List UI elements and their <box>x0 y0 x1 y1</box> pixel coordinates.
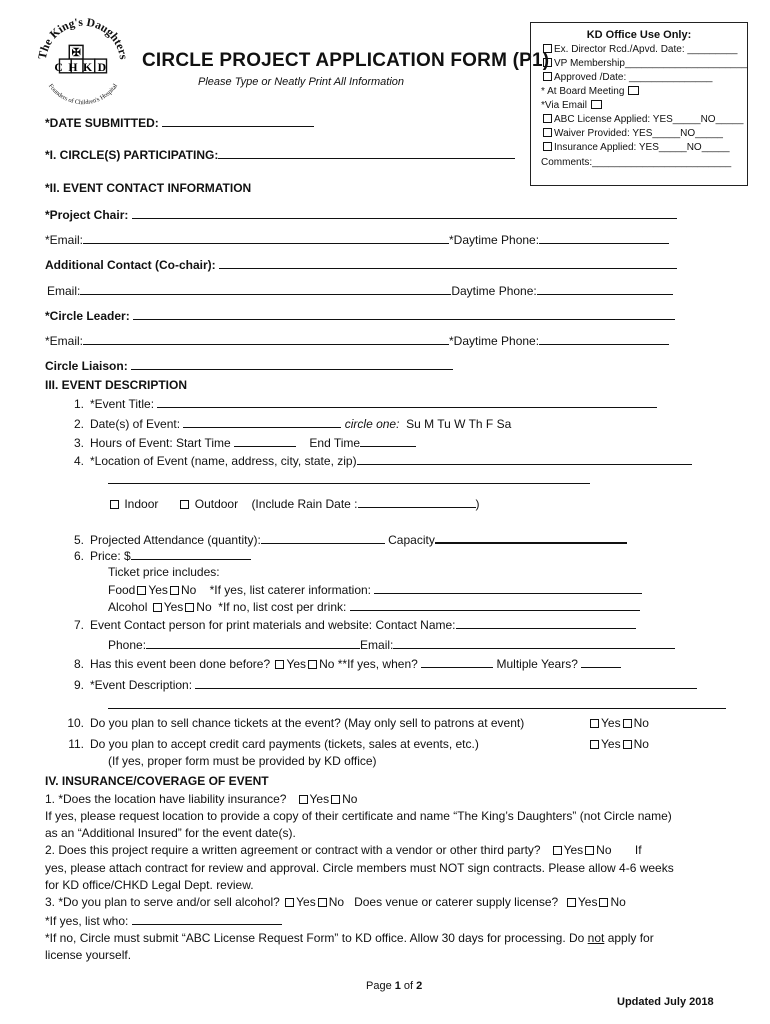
event-date-label: Date(s) of Event: <box>90 417 181 431</box>
kd-office-use-box <box>530 22 748 186</box>
item-number: 8. <box>73 657 84 671</box>
event-title-label: *Event Title: <box>90 397 155 411</box>
alcohol-label: Alcohol <box>108 600 148 614</box>
leader-phone-label: *Daytime Phone: <box>449 334 540 348</box>
price-label: Price: $ <box>90 549 131 563</box>
outdoor-checkbox[interactable] <box>180 500 189 509</box>
no-label: No <box>596 843 612 857</box>
office-checkbox-approved[interactable] <box>543 72 552 81</box>
no-label: No <box>196 600 212 614</box>
no-label: No <box>633 737 649 751</box>
chair-email-field[interactable] <box>83 232 449 244</box>
end-time-label: End Time <box>309 436 361 450</box>
no-label: No <box>342 792 358 806</box>
done-before-no-checkbox[interactable] <box>308 660 317 669</box>
item-number: 3. <box>73 436 84 450</box>
rain-date-close: ) <box>475 497 480 511</box>
circle-leader-label: *Circle Leader: <box>45 309 130 323</box>
office-heading: KD Office Use Only: <box>586 29 692 41</box>
contract-question: 2. Does this project require a written agreement or contract with a vendor or other third party? <box>45 843 541 857</box>
license-question: Does venue or caterer supply license? <box>354 895 559 909</box>
indoor-label: Indoor <box>124 497 159 511</box>
office-checkbox-insurance[interactable] <box>543 142 552 151</box>
contact-name-label: Event Contact person for print materials and website: Contact Name: <box>90 618 456 632</box>
description-heading: III. EVENT DESCRIPTION <box>45 378 188 392</box>
page-number: Page 1 of 2 <box>366 980 423 992</box>
circles-field[interactable] <box>218 147 515 159</box>
form-subtitle: Please Type or Neatly Print All Information <box>198 76 405 88</box>
multiple-years-label: Multiple Years? <box>496 657 578 671</box>
event-date-field[interactable] <box>183 416 341 428</box>
food-no-checkbox[interactable] <box>170 586 179 595</box>
outdoor-label: Outdoor <box>194 497 239 511</box>
chair-phone-label: *Daytime Phone: <box>449 233 540 247</box>
circles-label: *I. CIRCLE(S) PARTICIPATING: <box>45 148 219 162</box>
start-time-field[interactable] <box>234 435 296 447</box>
no-label: No <box>610 895 626 909</box>
insurance-heading: IV. INSURANCE/COVERAGE OF EVENT <box>45 774 269 788</box>
kings-daughters-chkd-logo <box>34 14 132 112</box>
project-chair-field[interactable] <box>132 207 677 219</box>
print-email-label: Email: <box>360 638 394 652</box>
caterer-field[interactable] <box>374 582 642 594</box>
alcohol-yes-checkbox[interactable] <box>153 603 162 612</box>
office-checkbox-board[interactable] <box>628 86 639 95</box>
cochair-email-label: Email: <box>47 284 81 298</box>
cost-per-drink-label: *If no, list cost per drink: <box>218 600 347 614</box>
office-row-director: Ex. Director Rcd./Apvd. Date: _________ <box>554 44 738 55</box>
cochair-email-field[interactable] <box>80 283 451 295</box>
logo-block-letters: CHKD <box>54 60 112 74</box>
yes-label: Yes <box>563 843 584 857</box>
yes-label: Yes <box>286 657 307 671</box>
attendance-label: Projected Attendance (quantity): <box>90 533 261 547</box>
rain-date-label: (Include Rain Date : <box>251 497 358 511</box>
contract-note-line1: yes, please attach contract for review and approval. Circle members must NOT sign contracts. Please allow 4-6 weeks <box>45 861 674 875</box>
location-label: *Location of Event (name, address, city, state, zip) <box>90 454 357 468</box>
cochair-field[interactable] <box>219 257 677 269</box>
food-yes-checkbox[interactable] <box>137 586 146 595</box>
liability-no-checkbox[interactable] <box>331 795 340 804</box>
contract-no-checkbox[interactable] <box>585 846 594 855</box>
liability-yes-checkbox[interactable] <box>299 795 308 804</box>
item-number: 7. <box>73 618 84 632</box>
print-phone-label: Phone: <box>108 638 147 652</box>
event-description-label: *Event Description: <box>90 678 193 692</box>
weekday-options[interactable]: Su M Tu W Th F Sa <box>406 417 512 431</box>
svg-text:Founders of Children's Hospita <box>47 83 119 107</box>
item-number: 1. <box>73 397 84 411</box>
logo-top-text: The King's Daughters <box>35 15 131 61</box>
svg-text:✠: ✠ <box>71 47 81 60</box>
print-email-field[interactable] <box>393 637 675 649</box>
office-row-email: *Via Email <box>541 100 587 111</box>
alcohol-no-checkbox[interactable] <box>185 603 194 612</box>
liability-note-line2: as an “Additional Insured” for the event date(s). <box>45 826 296 840</box>
office-row-approved: Approved /Date: _______________ <box>554 72 713 83</box>
item-number: 9. <box>73 678 84 692</box>
item-number: 2. <box>73 417 84 431</box>
contact-heading: *II. EVENT CONTACT INFORMATION <box>45 181 252 195</box>
attendance-field[interactable] <box>261 532 385 544</box>
leader-email-field[interactable] <box>83 333 449 345</box>
logo-bottom-text: Founders of Children's Hospital <box>46 82 120 107</box>
abc-note-line1: *If no, Circle must submit “ABC License Request Form” to KD office. Allow 30 days for processing. Do <box>45 931 588 945</box>
liaison-field[interactable] <box>131 358 453 370</box>
item-number: 11. <box>68 737 84 751</box>
contract-yes-checkbox[interactable] <box>553 846 562 855</box>
end-time-field[interactable] <box>360 435 416 447</box>
capacity-label: Capacity <box>388 533 435 547</box>
location-field-line2[interactable] <box>108 472 590 484</box>
credit-card-note: (If yes, proper form must be provided by KD office) <box>108 754 377 768</box>
yes-label: Yes <box>577 895 598 909</box>
cochair-phone-label: Daytime Phone: <box>451 284 537 298</box>
liaison-label: Circle Liaison: <box>45 359 128 373</box>
office-row-abc: ABC License Applied: YES_____NO_____ <box>554 114 744 125</box>
event-title-field[interactable] <box>157 396 657 408</box>
item-number: 10. <box>67 716 84 730</box>
event-description-field[interactable] <box>195 677 697 689</box>
list-who-label: *If yes, list who: <box>45 914 129 928</box>
chance-tickets-no-checkbox[interactable] <box>623 719 632 728</box>
no-label: No <box>328 895 345 909</box>
when-label: **If yes, when? <box>337 657 418 671</box>
office-row-insurance: Insurance Applied: YES_____NO_____ <box>554 142 730 153</box>
cost-per-drink-field[interactable] <box>350 599 640 611</box>
credit-card-no-checkbox[interactable] <box>623 740 632 749</box>
contract-if-label: If <box>634 843 642 857</box>
location-field[interactable] <box>357 453 692 465</box>
office-checkbox-director[interactable] <box>543 44 552 53</box>
contact-name-field[interactable] <box>456 617 636 629</box>
form-title: CIRCLE PROJECT APPLICATION FORM (P1) <box>142 50 550 71</box>
chance-tickets-yes-checkbox[interactable] <box>590 719 599 728</box>
liability-question: 1. *Does the location have liability insurance? <box>45 792 287 806</box>
leader-email-label: *Email: <box>45 334 84 348</box>
list-who-field[interactable] <box>132 913 282 925</box>
alcohol-question: 3. *Do you plan to serve and/or sell alcohol? <box>45 895 280 909</box>
done-before-label: Has this event been done before? <box>90 657 271 671</box>
yes-label: Yes <box>148 583 168 597</box>
chair-email-label: *Email: <box>45 233 84 247</box>
event-description-field-line2[interactable] <box>108 697 726 709</box>
print-phone-field[interactable] <box>146 637 360 649</box>
no-label: No <box>633 716 649 730</box>
item-number: 6. <box>73 549 84 563</box>
indoor-checkbox[interactable] <box>110 500 119 509</box>
cochair-phone-field[interactable] <box>537 283 673 295</box>
circle-one-label: circle one: <box>344 417 400 431</box>
office-row-vp: VP Membership______________________ <box>554 58 748 69</box>
office-checkbox-abc[interactable] <box>543 114 552 123</box>
leader-phone-field[interactable] <box>539 333 669 345</box>
abc-note-not: not <box>587 931 605 945</box>
when-field[interactable] <box>421 656 493 668</box>
chance-tickets-label: Do you plan to sell chance tickets at the event? (May only sell to patrons at event) <box>90 716 525 730</box>
rain-date-field[interactable] <box>358 496 476 508</box>
serve-alcohol-yes-checkbox[interactable] <box>285 898 294 907</box>
item-number: 5. <box>73 533 84 547</box>
credit-card-yes-checkbox[interactable] <box>590 740 599 749</box>
serve-alcohol-no-checkbox[interactable] <box>318 898 327 907</box>
office-checkbox-email[interactable] <box>591 100 602 109</box>
food-label: Food <box>108 583 136 597</box>
office-checkbox-waiver[interactable] <box>543 128 552 137</box>
license-yes-checkbox[interactable] <box>567 898 576 907</box>
license-no-checkbox[interactable] <box>599 898 608 907</box>
capacity-field[interactable] <box>435 531 627 544</box>
office-row-board: * At Board Meeting <box>541 86 625 97</box>
contract-note-line2: for KD office/CHKD Legal Dept. review. <box>45 878 254 892</box>
yes-label: Yes <box>163 600 184 614</box>
price-field[interactable] <box>131 548 251 560</box>
credit-card-label: Do you plan to accept credit card payments (tickets, sales at events, etc.) <box>90 737 479 751</box>
done-before-yes-checkbox[interactable] <box>275 660 284 669</box>
item-number: 4. <box>73 454 84 468</box>
yes-label: Yes <box>296 895 316 909</box>
multiple-years-field[interactable] <box>581 656 621 668</box>
date-submitted-field[interactable] <box>162 115 314 127</box>
no-label: No <box>319 657 335 671</box>
office-row-comments: Comments:_________________________ <box>541 157 732 168</box>
updated-date: Updated July 2018 <box>617 996 714 1008</box>
office-row-waiver: Waiver Provided: YES_____NO_____ <box>554 128 723 139</box>
caterer-label: *If yes, list caterer information: <box>209 583 372 597</box>
abc-note-line1-end: apply for <box>604 931 654 945</box>
ticket-includes-label: Ticket price includes: <box>108 565 220 579</box>
yes-label: Yes <box>309 792 330 806</box>
start-time-label: Hours of Event: Start Time <box>90 436 231 450</box>
no-label: No <box>180 583 197 597</box>
chair-phone-field[interactable] <box>539 232 669 244</box>
yes-label: Yes <box>601 716 621 730</box>
date-submitted-label: *DATE SUBMITTED: <box>45 116 159 130</box>
abc-note-line2: license yourself. <box>45 948 132 962</box>
yes-label: Yes <box>601 737 621 751</box>
liability-note-line1: If yes, please request location to provide a copy of their certificate and name “The King’s Daughters” (not Circle name) <box>45 809 672 823</box>
project-chair-label: *Project Chair: <box>45 208 129 222</box>
circle-leader-field[interactable] <box>133 308 675 320</box>
cochair-label: Additional Contact (Co-chair): <box>45 258 216 272</box>
office-checkbox-vp[interactable] <box>543 58 552 67</box>
